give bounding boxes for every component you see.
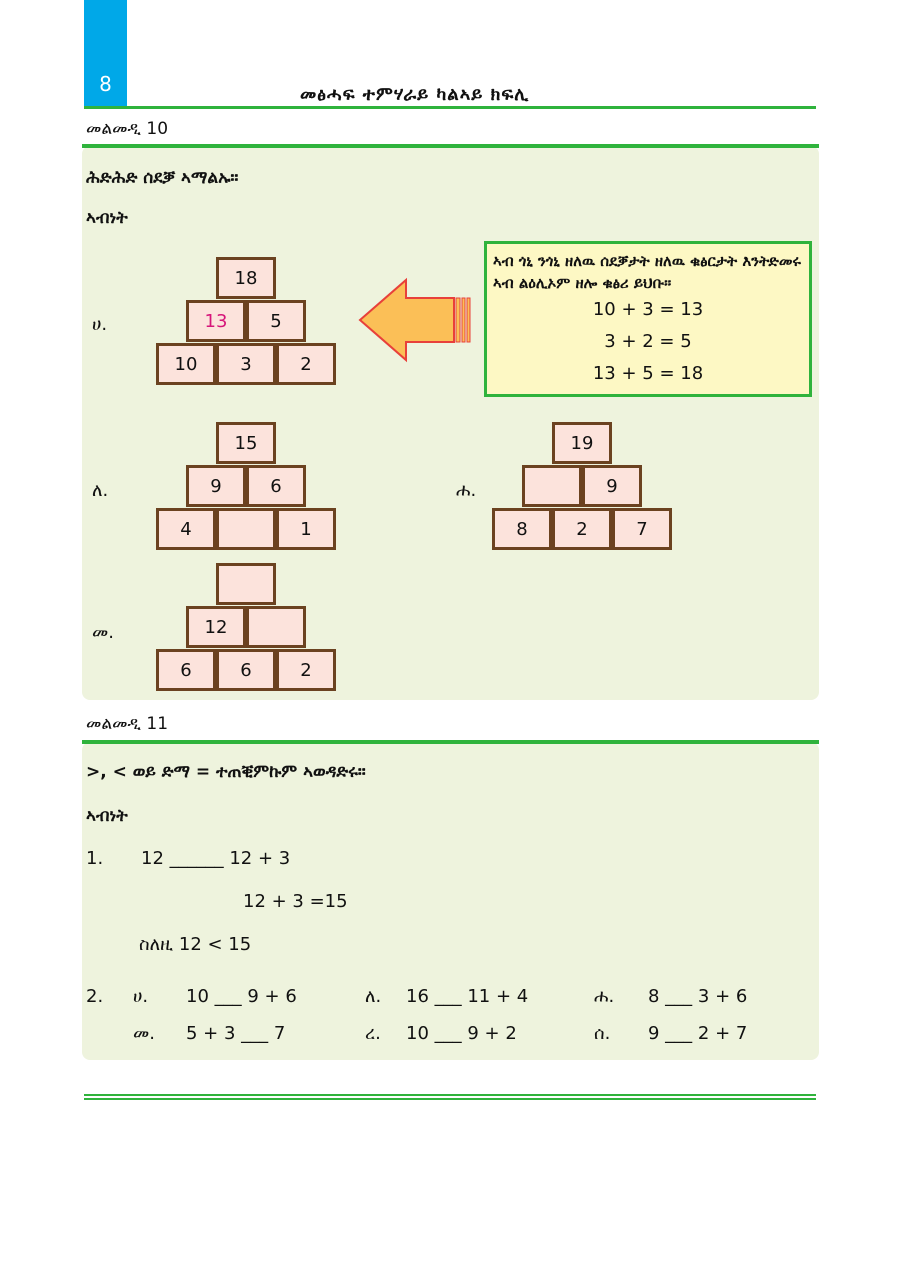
left-arrow-icon <box>356 276 472 364</box>
pyramid-b-label: ለ. <box>92 480 109 501</box>
info-box-text: ኣብ ጎኒ ንጎኒ ዘለዉ ሰደቓታት ዘለዉ ቁፅርታት እንትድመሩ ኣብ ልዕሊኦም ዘሎ ቁፅሪ ይህቡ። <box>493 252 801 292</box>
pyramid-b-bottom-3: 1 <box>276 508 336 550</box>
pyramid-c-label: ሐ. <box>456 480 477 501</box>
pyramid-d-top[interactable] <box>216 563 276 605</box>
q2-item-a-label: ሀ. <box>133 986 149 1007</box>
book-title: መፅሓፍ ተምሃራይ ካልኣይ ክፍሊ <box>300 84 530 105</box>
exercise11-panel-rule <box>82 740 819 744</box>
info-equation-1: 10 + 3 = 13 <box>592 299 704 320</box>
pyramid-c-bottom-1: 8 <box>492 508 552 550</box>
pyramid-d-mid-1: 12 <box>186 606 246 648</box>
pyramid-a-bottom-2: 3 <box>216 343 276 385</box>
q2-item-d-label: መ. <box>133 1023 155 1044</box>
pyramid-c-mid-1[interactable] <box>522 465 582 507</box>
info-equation-2: 3 + 2 = 5 <box>604 331 692 352</box>
pyramid-d-bottom-1: 6 <box>156 649 216 691</box>
exercise10-instruction: ሕድሕድ ሰደቓ ኣማልኡ። <box>86 168 239 188</box>
example-line-3: ስለዚ 12 < 15 <box>139 934 252 955</box>
q2-item-e-label: ረ. <box>365 1023 381 1044</box>
pyramid-a-mid-2: 5 <box>246 300 306 342</box>
pyramid-d-mid-2[interactable] <box>246 606 306 648</box>
info-equation-3: 13 + 5 = 18 <box>592 363 704 384</box>
pyramid-b-top: 15 <box>216 422 276 464</box>
exercise10-panel-rule <box>82 144 819 148</box>
pyramid-a-bottom-1: 10 <box>156 343 216 385</box>
exercise11-heading: መልመዲ 11 <box>86 714 169 734</box>
pyramid-d-bottom-2: 6 <box>216 649 276 691</box>
pyramid-b-mid-1: 9 <box>186 465 246 507</box>
pyramid-d-label: መ. <box>92 622 114 643</box>
pyramid-a-top: 18 <box>216 257 276 299</box>
footer-rule-bottom <box>84 1098 816 1100</box>
q2-item-c-label: ሐ. <box>594 986 615 1007</box>
question-2-number: 2. <box>86 986 104 1007</box>
q2-item-c-expr[interactable]: 8 ___ 3 + 6 <box>648 986 748 1007</box>
info-box <box>484 241 812 397</box>
pyramid-c-mid-2: 9 <box>582 465 642 507</box>
exercise11-instruction: >, < ወይ ድማ = ተጠቒምኩም ኣወዳድሩ። <box>86 762 366 782</box>
pyramid-d-bottom-3: 2 <box>276 649 336 691</box>
q2-item-f-label: ሰ. <box>594 1023 611 1044</box>
pyramid-a-mid-1: 13 <box>186 300 246 342</box>
example-line-2: 12 + 3 =15 <box>243 891 348 912</box>
q2-item-e-expr[interactable]: 10 ___ 9 + 2 <box>406 1023 517 1044</box>
pyramid-c-bottom-3: 7 <box>612 508 672 550</box>
pyramid-c-top: 19 <box>552 422 612 464</box>
q2-item-b-expr[interactable]: 16 ___ 11 + 4 <box>406 986 529 1007</box>
footer-rule-top <box>84 1094 816 1096</box>
q2-item-a-expr[interactable]: 10 ___ 9 + 6 <box>186 986 297 1007</box>
example-number: 1. <box>86 848 104 869</box>
header-rule <box>84 106 816 109</box>
exercise10-example-label: ኣብነት <box>86 208 128 228</box>
page-number: 8 <box>99 72 112 96</box>
q2-item-d-expr[interactable]: 5 + 3 ___ 7 <box>186 1023 286 1044</box>
pyramid-a-label: ሀ. <box>92 314 108 335</box>
page-number-tab <box>84 0 127 108</box>
example-line-1: 12 ______ 12 + 3 <box>141 848 291 869</box>
q2-item-f-expr[interactable]: 9 ___ 2 + 7 <box>648 1023 748 1044</box>
pyramid-c-bottom-2: 2 <box>552 508 612 550</box>
pyramid-b-bottom-1: 4 <box>156 508 216 550</box>
pyramid-a-bottom-3: 2 <box>276 343 336 385</box>
pyramid-b-bottom-2[interactable] <box>216 508 276 550</box>
exercise10-heading: መልመዲ 10 <box>86 119 169 139</box>
pyramid-b-mid-2: 6 <box>246 465 306 507</box>
exercise11-panel <box>82 742 819 1060</box>
exercise11-example-label: ኣብነት <box>86 806 128 826</box>
q2-item-b-label: ለ. <box>365 986 382 1007</box>
